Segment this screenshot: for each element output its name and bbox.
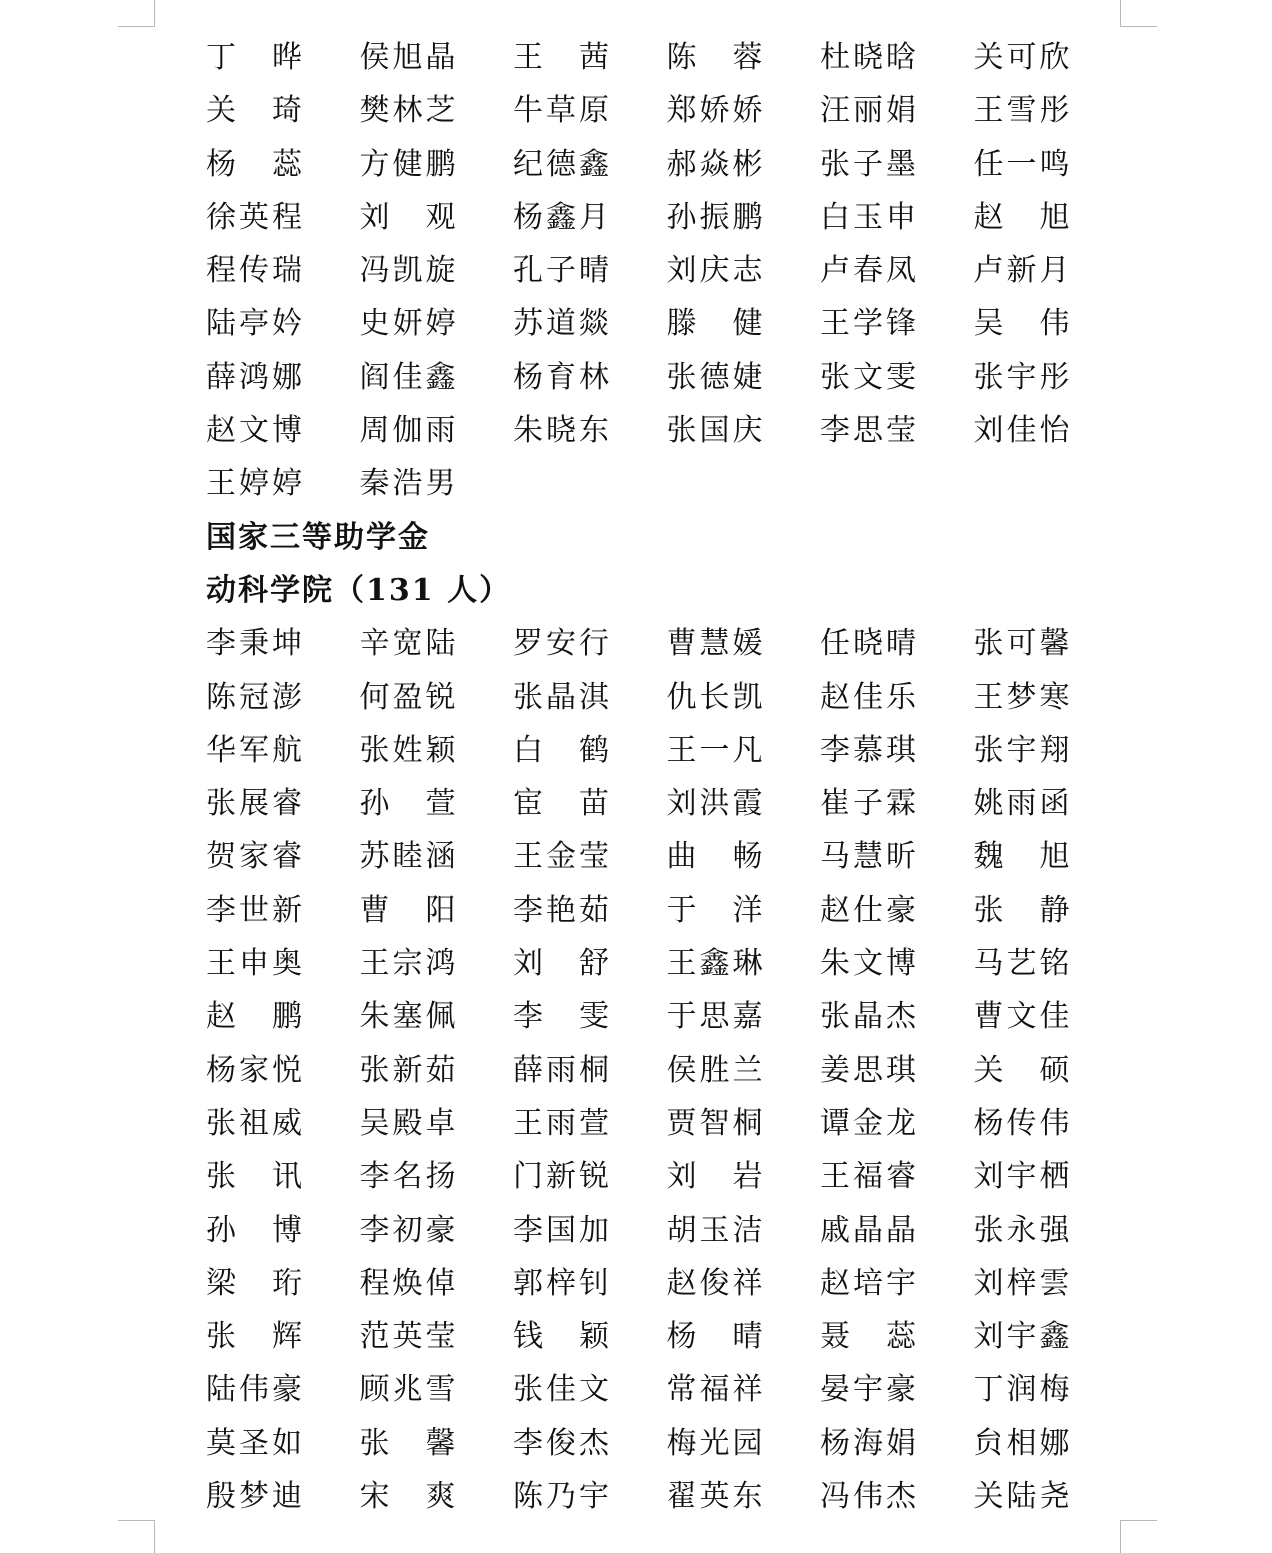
student-name: 方健鹏 — [359, 146, 459, 182]
student-name: 仇长凯 — [666, 679, 766, 715]
student-name: 史妍婷 — [359, 306, 459, 342]
student-name: 王雨萱 — [513, 1105, 612, 1141]
student-name: 张可馨 — [973, 626, 1073, 662]
student-name: 张晶淇 — [513, 679, 612, 715]
student-name: 杨家悦 — [206, 1052, 305, 1088]
name-row — [206, 830, 1086, 883]
student-name: 于思嘉 — [666, 999, 766, 1035]
student-name: 刘洪霞 — [666, 786, 766, 822]
student-name: 侯胜兰 — [666, 1052, 766, 1088]
student-name: 薛鸿娜 — [206, 359, 305, 395]
student-name: 冯凯旋 — [359, 253, 459, 289]
name-list-section-2 — [206, 617, 1086, 1523]
student-name: 张展睿 — [206, 786, 305, 822]
student-name: 朱塞佩 — [359, 999, 459, 1035]
award-heading: 国家三等助学金 — [206, 519, 430, 555]
student-name: 纪德鑫 — [513, 146, 612, 182]
name-row — [206, 1417, 1086, 1470]
page-corner-mark-bottom-left — [118, 1520, 155, 1553]
name-row — [206, 617, 1086, 670]
student-name: 王 茜 — [513, 40, 609, 75]
name-row — [206, 990, 1086, 1043]
student-name: 李俊杰 — [513, 1425, 612, 1461]
student-name: 刘宇栖 — [973, 1159, 1073, 1195]
student-name: 孔子晴 — [513, 253, 612, 289]
page-corner-mark-top-right — [1120, 0, 1157, 27]
student-name: 门新锐 — [513, 1159, 612, 1195]
student-name: 王申奥 — [206, 946, 305, 982]
student-name: 曲 畅 — [666, 839, 763, 875]
name-row — [206, 297, 1086, 350]
student-name: 王宗鸿 — [359, 946, 459, 982]
student-name: 刘佳怡 — [973, 413, 1073, 449]
name-row — [206, 1150, 1086, 1203]
student-name: 郝焱彬 — [666, 146, 766, 182]
student-name: 任晓晴 — [820, 626, 919, 662]
student-name: 刘 岩 — [666, 1159, 763, 1195]
student-name: 刘梓雲 — [973, 1265, 1073, 1301]
student-name: 杜晓晗 — [820, 40, 919, 75]
student-name: 杨传伟 — [973, 1105, 1073, 1141]
student-name: 王梦寒 — [973, 679, 1073, 715]
student-name: 钱 颖 — [513, 1319, 609, 1355]
name-row — [206, 777, 1086, 830]
student-name: 马慧昕 — [820, 839, 919, 875]
student-name: 孙振鹏 — [666, 199, 766, 235]
student-name: 关陆尧 — [973, 1479, 1073, 1515]
name-row — [206, 404, 1086, 457]
student-name: 秦浩男 — [359, 466, 459, 502]
student-name: 王雪彤 — [973, 93, 1073, 129]
student-name: 陈冠澎 — [206, 679, 305, 715]
student-name: 刘宇鑫 — [973, 1319, 1073, 1355]
student-name: 张文雯 — [820, 359, 919, 395]
student-name: 顾兆雪 — [359, 1372, 459, 1408]
student-name: 刘 舒 — [513, 946, 609, 982]
student-name: 程传瑞 — [206, 253, 305, 289]
student-name: 常福祥 — [666, 1372, 766, 1408]
student-name: 贠相娜 — [973, 1425, 1073, 1461]
student-name: 李国加 — [513, 1212, 612, 1248]
student-name: 程焕倬 — [359, 1265, 459, 1301]
student-name: 张德婕 — [666, 359, 766, 395]
name-row — [206, 1470, 1086, 1523]
student-name: 李艳茹 — [513, 892, 612, 928]
student-name: 张 讯 — [206, 1159, 302, 1195]
student-name: 吴殿卓 — [359, 1105, 459, 1141]
student-name: 张宇彤 — [973, 359, 1073, 395]
student-name: 曹 阳 — [359, 892, 456, 928]
student-name: 陈 蓉 — [666, 40, 763, 75]
student-name: 樊林芝 — [359, 93, 459, 129]
student-name: 谭金龙 — [820, 1105, 919, 1141]
name-row — [206, 937, 1086, 990]
student-name: 张祖威 — [206, 1105, 305, 1141]
student-name: 姜思琪 — [820, 1052, 919, 1088]
page-corner-mark-top-left — [118, 0, 155, 27]
student-name: 马艺铭 — [973, 946, 1073, 982]
student-name: 李思莹 — [820, 413, 919, 449]
student-name: 华军航 — [206, 732, 305, 768]
student-name: 戚晶晶 — [820, 1212, 919, 1248]
student-name: 赵文博 — [206, 413, 305, 449]
student-name: 白 鹤 — [513, 732, 609, 768]
student-name: 宦 苗 — [513, 786, 609, 822]
student-name: 李初豪 — [359, 1212, 459, 1248]
student-name: 赵 旭 — [973, 199, 1070, 235]
student-name: 崔子霖 — [820, 786, 919, 822]
document-body — [206, 31, 1086, 1523]
student-name: 苏睦涵 — [359, 839, 459, 875]
student-name: 刘 观 — [359, 199, 456, 235]
name-row — [206, 31, 1086, 84]
student-name: 关 琦 — [206, 93, 302, 129]
student-name: 张 辉 — [206, 1319, 302, 1355]
student-name: 吴 伟 — [973, 306, 1070, 342]
name-row — [206, 1257, 1086, 1310]
page-corner-mark-bottom-right — [1120, 1520, 1157, 1553]
student-name: 周伽雨 — [359, 413, 459, 449]
student-name: 侯旭晶 — [359, 40, 459, 75]
name-row — [206, 1044, 1086, 1097]
student-name: 杨海娟 — [820, 1425, 919, 1461]
student-name: 赵培宇 — [820, 1265, 919, 1301]
name-row — [206, 1310, 1086, 1363]
student-name: 刘庆志 — [666, 253, 766, 289]
student-name: 姚雨函 — [973, 786, 1073, 822]
student-name: 杨育林 — [513, 359, 612, 395]
student-name: 于 洋 — [666, 892, 763, 928]
student-name: 晏宇豪 — [820, 1372, 919, 1408]
student-name: 辛宽陆 — [359, 626, 459, 662]
name-row — [206, 671, 1086, 724]
student-name: 孙 萱 — [359, 786, 456, 822]
student-name: 陆伟豪 — [206, 1372, 305, 1408]
student-name: 陈乃宇 — [513, 1479, 612, 1515]
name-row — [206, 457, 1086, 510]
student-name: 何盈锐 — [359, 679, 459, 715]
name-row — [206, 884, 1086, 937]
student-name: 魏 旭 — [973, 839, 1070, 875]
student-name: 张国庆 — [666, 413, 766, 449]
name-row — [206, 244, 1086, 297]
college-heading: 动科学院（131 人） — [206, 572, 512, 608]
student-name: 郑娇娇 — [666, 93, 766, 129]
student-name: 任一鸣 — [973, 146, 1073, 182]
student-name: 丁 晔 — [206, 40, 302, 75]
student-name: 张晶杰 — [820, 999, 919, 1035]
student-name: 王一凡 — [666, 732, 766, 768]
student-name: 赵俊祥 — [666, 1265, 766, 1301]
student-name: 杨鑫月 — [513, 199, 612, 235]
student-name: 阎佳鑫 — [359, 359, 459, 395]
student-name: 牛草原 — [513, 93, 612, 129]
student-name: 薛雨桐 — [513, 1052, 612, 1088]
student-name: 张新茹 — [359, 1052, 459, 1088]
student-name: 李世新 — [206, 892, 305, 928]
student-name: 卢春凤 — [820, 253, 919, 289]
student-name: 张佳文 — [513, 1372, 612, 1408]
student-name: 王福睿 — [820, 1159, 919, 1195]
student-name: 朱文博 — [820, 946, 919, 982]
name-row — [206, 1204, 1086, 1257]
student-name: 张永强 — [973, 1212, 1073, 1248]
student-name: 李秉坤 — [206, 626, 305, 662]
student-name: 汪丽娟 — [820, 93, 919, 129]
student-name: 郭梓钊 — [513, 1265, 612, 1301]
student-name: 滕 健 — [666, 306, 763, 342]
name-row — [206, 351, 1086, 404]
student-name: 王金莹 — [513, 839, 612, 875]
student-name: 梅光园 — [666, 1425, 766, 1461]
name-row — [206, 191, 1086, 244]
student-name: 白玉申 — [820, 199, 919, 235]
student-name: 李名扬 — [359, 1159, 459, 1195]
student-name: 罗安行 — [513, 626, 612, 662]
student-name: 曹文佳 — [973, 999, 1073, 1035]
student-name: 关 硕 — [973, 1052, 1070, 1088]
student-name: 李 雯 — [513, 999, 609, 1035]
student-name: 丁润梅 — [973, 1372, 1073, 1408]
name-list-section-1 — [206, 31, 1086, 511]
student-name: 杨 蕊 — [206, 146, 302, 182]
student-name: 范英莹 — [359, 1319, 459, 1355]
student-name: 孙 博 — [206, 1212, 302, 1248]
student-name: 王鑫琳 — [666, 946, 766, 982]
name-row — [206, 1363, 1086, 1416]
student-name: 宋 爽 — [359, 1479, 456, 1515]
student-name: 张子墨 — [820, 146, 919, 182]
student-name: 关可欣 — [973, 40, 1073, 75]
student-name: 贾智桐 — [666, 1105, 766, 1141]
student-name: 张姓颖 — [359, 732, 459, 768]
student-name: 王婷婷 — [206, 466, 305, 502]
student-name: 李慕琪 — [820, 732, 919, 768]
student-name: 梁 珩 — [206, 1265, 302, 1301]
student-name: 胡玉洁 — [666, 1212, 766, 1248]
student-name: 冯伟杰 — [820, 1479, 919, 1515]
student-name: 翟英东 — [666, 1479, 766, 1515]
student-name: 徐英程 — [206, 199, 305, 235]
student-name: 张宇翔 — [973, 732, 1073, 768]
student-name: 朱晓东 — [513, 413, 612, 449]
student-name: 贺家睿 — [206, 839, 305, 875]
student-name: 张 静 — [973, 892, 1070, 928]
name-row — [206, 724, 1086, 777]
student-name: 王学锋 — [820, 306, 919, 342]
student-name: 殷梦迪 — [206, 1479, 305, 1515]
student-name: 赵仕豪 — [820, 892, 919, 928]
student-name: 曹慧媛 — [666, 626, 766, 662]
student-name: 陆亭妗 — [206, 306, 305, 342]
name-row — [206, 138, 1086, 191]
student-name: 赵 鹏 — [206, 999, 302, 1035]
student-name: 张 馨 — [359, 1425, 456, 1461]
name-row — [206, 84, 1086, 137]
name-row — [206, 1097, 1086, 1150]
student-name: 赵佳乐 — [820, 679, 919, 715]
student-name: 莫圣如 — [206, 1425, 305, 1461]
student-name: 苏道燚 — [513, 306, 612, 342]
student-name: 聂 蕊 — [820, 1319, 916, 1355]
student-name: 杨 晴 — [666, 1319, 763, 1355]
student-name: 卢新月 — [973, 253, 1073, 289]
